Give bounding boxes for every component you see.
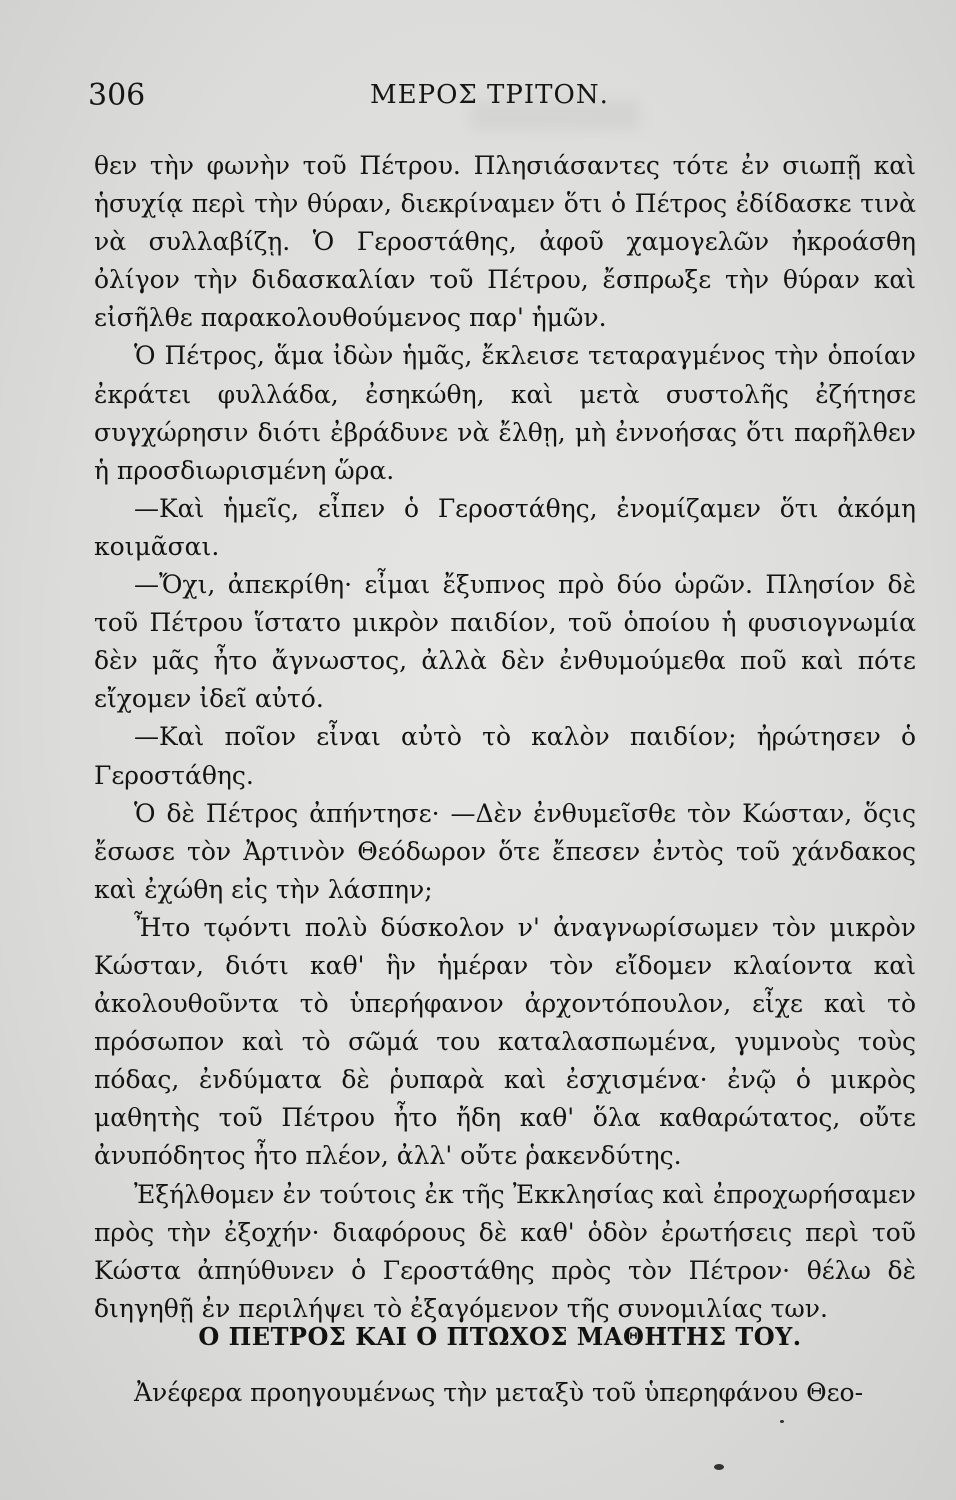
paragraph: Ὁ δὲ Πέτρος ἀπήντησε· —Δὲν ἐνθυμεῖσθε τὸν Κώσταν, ὅςις ἔσωσε τὸν Ἀρτινὸν Θεόδωρον ὅτε ἔπεσεν ἐντὸς τοῦ χάνδακος καὶ ἐχώθη εἰς τὴν λάσπην; xyxy=(94,798,916,904)
ink-speck xyxy=(714,1464,724,1470)
paragraph-start: Ἀνέφερα προηγουμένως τὴν μεταξὺ τοῦ ὑπερηφάνου Θεο- xyxy=(134,1378,864,1407)
paragraph: —Ὄχι, ἀπεκρίθη· εἶμαι ἔξυπνος πρὸ δύο ὡρῶν. Πλησίον δὲ τοῦ Πέτρου ἵστατο μικρὸν παιδίον, τοῦ ὁποίου ἡ φυσιογνωμία δὲν μᾶς ἦτο ἄγνωστος, ἀλλὰ δὲν ἐνθυμούμεθα ποῦ καὶ πότε εἴχομεν ἰδεῖ αὐτό. xyxy=(94,570,916,714)
section-heading: Ο ΠΕΤΡΟΣ ΚΑΙ Ο ΠΤΩΧΟΣ ΜΑΘΗΤΗΣ ΤΟΥ. xyxy=(198,1322,802,1351)
body-text xyxy=(94,147,916,1328)
page-number: 306 xyxy=(88,78,146,113)
running-title: ΜΕΡΟΣ ΤΡΙΤΟΝ. xyxy=(370,80,609,110)
paragraph: Ἦτο τῳόντι πολὺ δύσκολον ν' ἀναγνωρίσωμεν τὸν μικρὸν Κώσταν, διότι καθ' ἣν ἡμέραν τὸν εἴδομεν κλαίοντα καὶ ἀκολουθοῦντα τὸ ὑπερήφανον ἀρχοντόπουλον, εἶχε καὶ τὸ πρόσωπον καὶ τὸ σῶμά του καταλασπωμένα, γυμνοὺς τοὺς πόδας, ἐνδύματα δὲ ῥυπαρὰ καὶ ἐσχισμένα· ἐνῷ ὁ μικρὸς μαθητὴς τοῦ Πέτρου ἦτο ἤδη καθ' ὅλα καθαρώτατος, οὔτε ἀνυπόδητος ἦτο πλέον, ἀλλ' οὔτε ῥακενδύτης. xyxy=(94,912,916,1171)
paragraph: —Καὶ ἡμεῖς, εἶπεν ὁ Γεροστάθης, ἐνομίζαμεν ὅτι ἀκόμη κοιμᾶσαι. xyxy=(94,493,916,561)
paragraph: θεν τὴν φωνὴν τοῦ Πέτρου. Πλησιάσαντες τότε ἐν σιωπῇ καὶ ἡσυχίᾳ περὶ τὴν θύραν, διεκρίναμεν ὅτι ὁ Πέτρος ἐδίδασκε τινὰ νὰ συλλαβίζῃ. Ὁ Γεροστάθης, ἀφοῦ χαμογελῶν ἠκροάσθη ὀλίγον τὴν διδασκαλίαν τοῦ Πέτρου, ἔσπρωξε τὴν θύραν καὶ εἰσῆλθε παρακολουθούμενος παρ' ἡμῶν. xyxy=(94,151,916,333)
ink-speck xyxy=(780,1420,784,1423)
paragraph: —Καὶ ποῖον εἶναι αὐτὸ τὸ καλὸν παιδίον; ἠρώτησεν ὁ Γεροστάθης. xyxy=(94,722,916,790)
paragraph: Ὁ Πέτρος, ἅμα ἰδὼν ἡμᾶς, ἔκλεισε τεταραγμένος τὴν ὁποίαν ἐκράτει φυλλάδα, ἐσηκώθη, καὶ μετὰ συστολῆς ἐζήτησε συγχώρησιν διότι ἐβράδυνε νὰ ἔλθῃ, μὴ ἐννοήσας ὅτι παρῆλθεν ἡ προσδιωρισμένη ὥρα. xyxy=(94,341,916,485)
paragraph: Ἐξήλθομεν ἐν τούτοις ἐκ τῆς Ἐκκλησίας καὶ ἐπροχωρήσαμεν πρὸς τὴν ἐξοχήν· διαφόρους δὲ καθ' ὁδὸν ἐρωτήσεις περὶ τοῦ Κώστα ἀπηύθυνεν ὁ Γεροστάθης πρὸς τὸν Πέτρον· θέλω δὲ διηγηθῇ ἐν περιλήψει τὸ ἐξαγόμενον τῆς συνομιλίας των. xyxy=(94,1179,916,1323)
page-header xyxy=(88,78,918,118)
